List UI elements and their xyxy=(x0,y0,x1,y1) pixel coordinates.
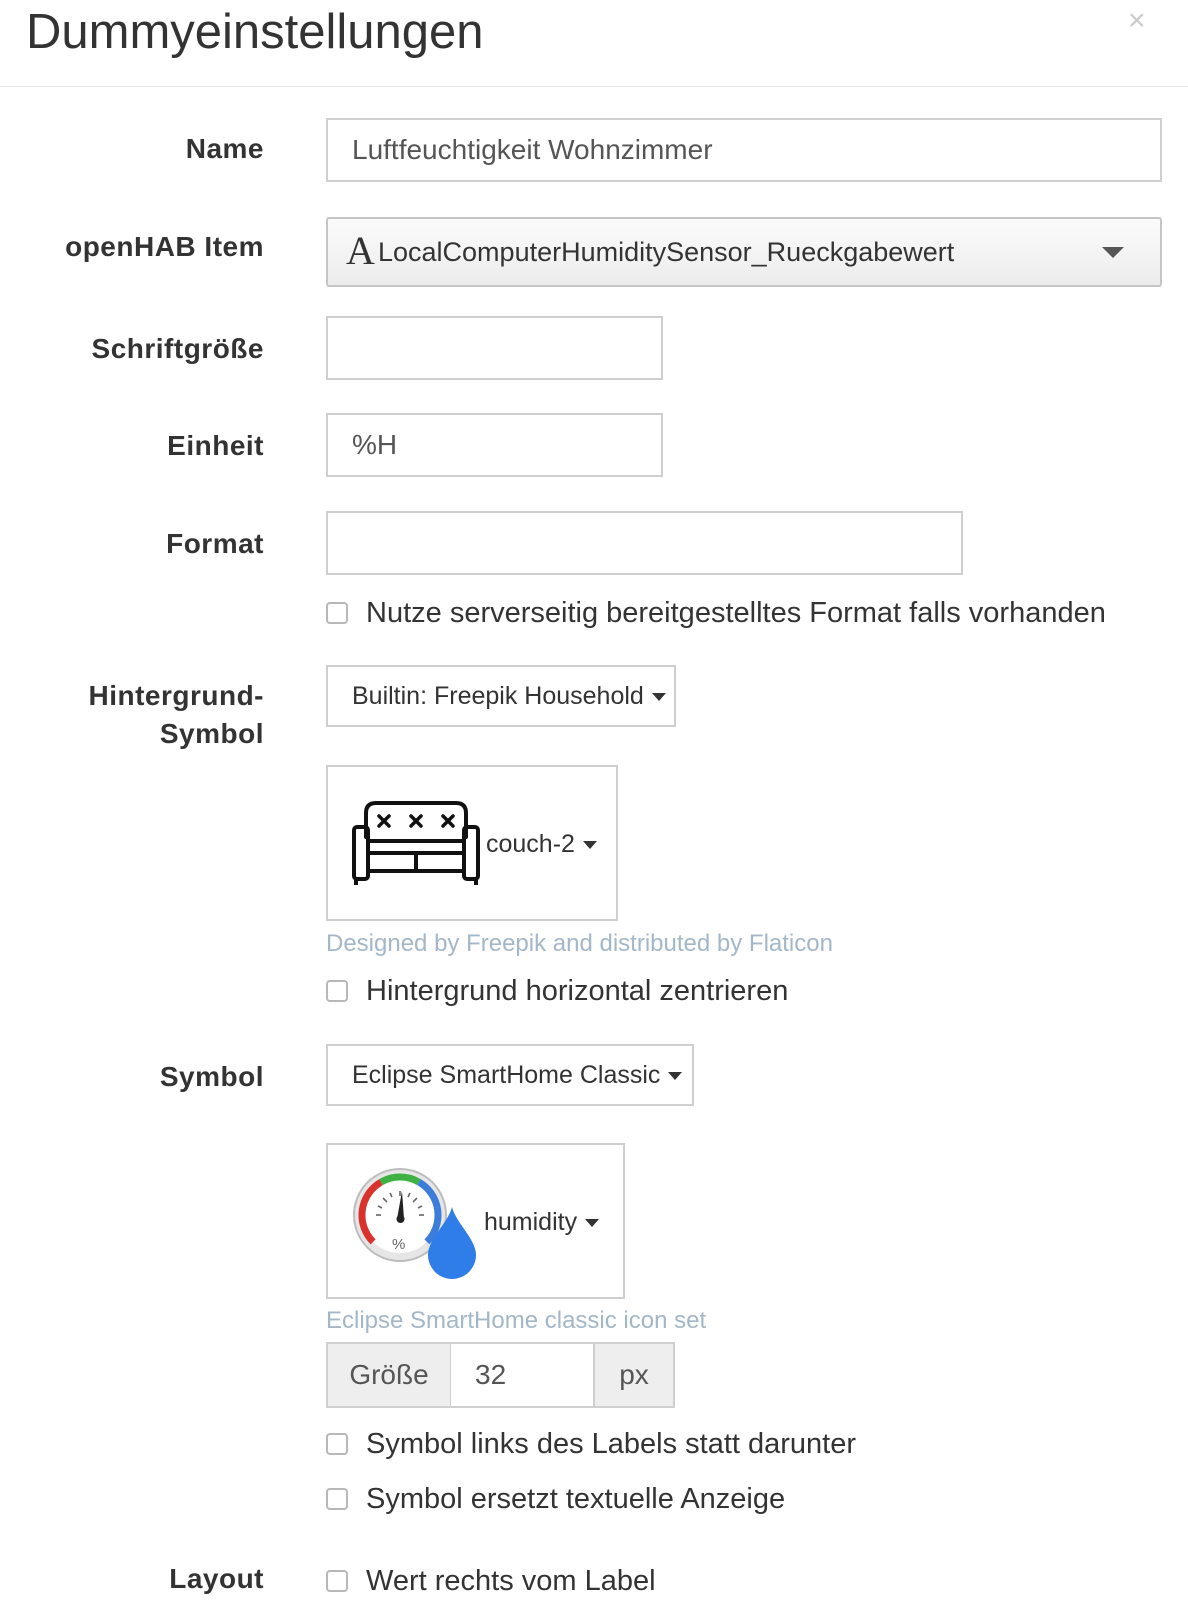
caret-down-icon xyxy=(583,841,597,849)
symbol-left-checkbox[interactable] xyxy=(326,1433,348,1455)
center-background-checkbox-label: Hintergrund horizontal zentrieren xyxy=(366,975,789,1007)
background-icon-picker[interactable] xyxy=(326,765,618,921)
format-label: Format xyxy=(166,528,264,559)
humidity-icon xyxy=(352,1165,487,1280)
symbol-label: Symbol xyxy=(159,1061,264,1092)
string-type-icon: A xyxy=(346,228,375,273)
dialog-header xyxy=(0,0,1188,87)
item-select-value: LocalComputerHumiditySensor_Rueckgabewert xyxy=(378,237,955,267)
symbol-icon-credit[interactable]: Eclipse SmartHome classic icon set xyxy=(326,1307,707,1334)
background-symbol-label-line1: Hintergrund- xyxy=(88,680,264,711)
format-input[interactable] xyxy=(326,511,963,575)
font-size-label: Schriftgröße xyxy=(91,333,264,364)
item-label: openHAB Item xyxy=(65,231,264,262)
name-label: Name xyxy=(185,133,264,164)
symbol-icon-name-dropdown[interactable] xyxy=(484,1205,599,1239)
font-size-input[interactable] xyxy=(326,316,663,380)
close-icon[interactable]: × xyxy=(1128,4,1146,37)
background-symbol-label-line2: Symbol xyxy=(159,718,264,749)
caret-down-icon xyxy=(652,693,666,701)
couch-icon xyxy=(350,799,482,885)
symbol-icon-picker[interactable] xyxy=(326,1143,625,1299)
server-format-checkbox[interactable] xyxy=(326,602,348,624)
value-right-checkbox[interactable] xyxy=(326,1570,348,1592)
symbol-size-input[interactable]: 32 xyxy=(451,1342,594,1408)
caret-down-icon xyxy=(668,1072,682,1080)
server-format-checkbox-label: Nutze serverseitig bereitgestelltes Format falls vorhanden xyxy=(366,597,1106,629)
size-addon-label: Größe xyxy=(326,1342,452,1408)
unit-input[interactable]: %H xyxy=(326,413,663,477)
background-iconset-value: Builtin: Freepik Household xyxy=(352,682,644,710)
background-iconset-dropdown[interactable] xyxy=(326,665,676,727)
symbol-replaces-text-checkbox[interactable] xyxy=(326,1488,348,1510)
background-icon-name-dropdown[interactable] xyxy=(486,827,597,861)
svg-text:%: % xyxy=(392,1236,406,1253)
size-unit-addon: px xyxy=(593,1342,675,1408)
symbol-size-group xyxy=(326,1342,675,1408)
name-input[interactable]: Luftfeuchtigkeit Wohnzimmer xyxy=(326,118,1162,182)
caret-down-icon xyxy=(585,1219,599,1227)
symbol-left-checkbox-label: Symbol links des Labels statt darunter xyxy=(366,1428,857,1460)
unit-label: Einheit xyxy=(167,430,264,461)
background-icon-credit[interactable]: Designed by Freepik and distributed by Flaticon xyxy=(326,930,833,957)
center-background-checkbox[interactable] xyxy=(326,980,348,1002)
layout-label: Layout xyxy=(169,1563,264,1594)
item-select[interactable] xyxy=(326,217,1162,287)
dialog-title: Dummyeinstellungen xyxy=(26,5,484,59)
symbol-replaces-text-checkbox-label: Symbol ersetzt textuelle Anzeige xyxy=(366,1483,786,1515)
background-icon-name: couch-2 xyxy=(486,830,575,858)
value-right-checkbox-label: Wert rechts vom Label xyxy=(366,1565,656,1597)
symbol-iconset-value: Eclipse SmartHome Classic xyxy=(352,1061,661,1089)
chevron-down-icon xyxy=(1102,247,1124,258)
symbol-iconset-dropdown[interactable] xyxy=(326,1044,694,1106)
symbol-icon-name: humidity xyxy=(484,1208,578,1236)
